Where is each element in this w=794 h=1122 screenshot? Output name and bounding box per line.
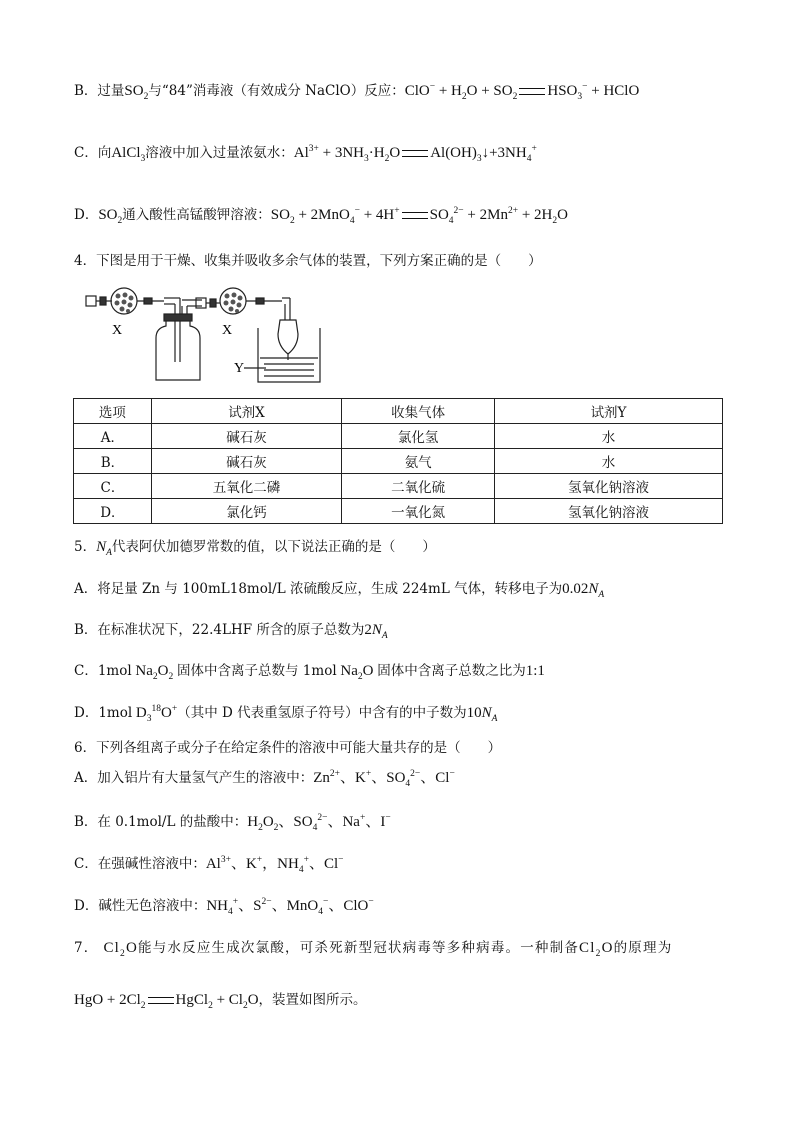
- q4-stem: 4．下图是用于干燥、收集并吸收多余气体的装置，下列方案正确的是（ ）: [74, 253, 542, 269]
- table-cell: 一氧化氮: [342, 499, 495, 524]
- q7-number: 7．: [74, 940, 99, 956]
- table-cell: 氢氧化钠溶液: [495, 474, 723, 499]
- table-header: 试剂Y: [495, 399, 723, 424]
- q3-optd-mid: 通入酸性高锰酸钾溶液：: [122, 207, 271, 223]
- q3-optb-prefix: B．过量: [74, 83, 125, 99]
- table-row: [74, 499, 723, 524]
- table-cell: 氯化氢: [342, 424, 495, 449]
- table-cell: 碱石灰: [151, 424, 341, 449]
- table-cell: 碱石灰: [151, 449, 341, 474]
- q5-optb-text: B．在标准状况下，22.4LHF 所含的原子总数为: [74, 622, 365, 638]
- table-cell: 氢氧化钠溶液: [495, 499, 723, 524]
- table-cell: 五氧化二磷: [151, 474, 341, 499]
- q7-line2-end: ，装置如图所示。: [258, 992, 367, 1008]
- table-header: 选项: [74, 399, 152, 424]
- q3-option-b: B．过量$SO_2$与“84”消毒液（有效成分 NaClO）反应：$ClO^- + H_2O + SO_2$ $HSO_3^-$ + HClO: [74, 82, 640, 102]
- q6-option-b: B．在 0.1mol/L 的盐酸中：$H_2O_2$、$SO_4^{2-}$、Na+、I−: [74, 813, 391, 833]
- q7-line1: 7． $Cl_2O$能与水反应生成次氯酸，可杀死新型冠状病毒等多种病毒。一种制备$Cl_2O$的原理为: [74, 940, 673, 959]
- table-cell: 氨气: [342, 449, 495, 474]
- label-x2: X: [222, 323, 233, 338]
- table-cell: 水: [495, 424, 723, 449]
- table-row: [74, 424, 723, 449]
- table-cell: 水: [495, 449, 723, 474]
- q6-optc-text: C．在强碱性溶液中：: [74, 856, 206, 872]
- q7-line2: HgO + $2Cl_2$ HgCl$_2$ + $Cl_2O$，装置如图所示。: [74, 992, 367, 1011]
- q6-optd-text: D．碱性无色溶液中：: [74, 898, 207, 914]
- gas-apparatus-figure: [84, 284, 324, 384]
- q3-option-c: C．向AlCl$_3$溶液中加入过量浓氨水：$Al^{3+} + 3NH_3\cdot H_2O$ $Al(OH)_3↓+3NH_4^+$: [74, 144, 537, 164]
- q5-stem-text: 代表阿伏加德罗常数的值，以下说法正确的是（ ）: [111, 539, 436, 555]
- q7-line1-end: 的原理为: [613, 940, 673, 956]
- table-cell: A．: [74, 424, 152, 449]
- table-cell: B．: [74, 449, 152, 474]
- table-header: 收集气体: [342, 399, 495, 424]
- q6-opta-text: A．加入铝片有大量氢气产生的溶液中：: [74, 770, 314, 786]
- q3-optc-prefix: C．向: [74, 145, 112, 161]
- q7-line1-text: 能与水反应生成次氯酸，可杀死新型冠状病毒等多种病毒。一种制备: [138, 940, 580, 956]
- q3-optb-mid: 与“84”消毒液（有效成分 NaClO）反应：: [148, 83, 405, 99]
- q5-optd-p2: （其中 D 代表重氢原子符号）中含有的中子数为: [177, 705, 467, 721]
- label-y: Y: [234, 361, 245, 376]
- q5-stem: 5．$N_A$代表阿伏加德罗常数的值，以下说法正确的是（ ）: [74, 539, 436, 558]
- q4-options-table: [73, 398, 723, 524]
- table-row: [74, 449, 723, 474]
- q3-option-d: D．$SO_2$通入酸性高锰酸钾溶液：$SO_2 + 2MnO_4^- + 4H^+$ $SO_4^{2-} + 2Mn^{2+} + 2H_2O$: [74, 206, 568, 226]
- table-cell: 二氧化硫: [342, 474, 495, 499]
- table-cell: D．: [74, 499, 152, 524]
- q5-opta-text: A．将足量 Zn 与 100mL18mol/L 浓硫酸反应，生成 224mL 气体，转移电子为: [74, 581, 563, 597]
- q5-option-a: A．将足量 Zn 与 100mL18mol/L 浓硫酸反应，生成 224mL 气体，转移电子为$0.02N_A$: [74, 581, 605, 600]
- q5-option-d: D．1mol $D_3^{18}O^+$（其中 D 代表重氢原子符号）中含有的中子数为$10N_A$: [74, 704, 498, 724]
- table-cell: C．: [74, 474, 152, 499]
- table-row: [74, 474, 723, 499]
- label-x1: X: [112, 323, 123, 338]
- q6-optb-text: B．在 0.1mol/L 的盐酸中：: [74, 814, 248, 830]
- q5-optd-p1: D．1mol: [74, 705, 133, 721]
- q3-optc-mid: 溶液中加入过量浓氨水：: [145, 145, 294, 161]
- q5-number: 5．: [74, 539, 97, 555]
- q5-optc-p1: C．1mol: [74, 663, 132, 679]
- q3-optd-prefix: D．: [74, 207, 99, 223]
- table-cell: 氯化钙: [151, 499, 341, 524]
- q6-option-a: A．加入铝片有大量氢气产生的溶液中：$Zn^{2+}$、K+、$SO_4^{2-}$、Cl−: [74, 769, 455, 789]
- q6-option-c: C．在强碱性溶液中：$Al^{3+}$、K+，$NH_4^+$、Cl−: [74, 855, 344, 875]
- q5-option-c: C．1mol $Na_2O_2$ 固体中含离子总数与 1mol $Na_2O$ 固体中含离子总数之比为1:1: [74, 663, 545, 682]
- q5-optc-p2: 固体中含离子总数与 1mol: [177, 663, 337, 679]
- table-header-row: [74, 399, 723, 424]
- q6-option-d: D．碱性无色溶液中：$NH_4^+$、$S^{2-}$、MnO$_4$−、ClO−: [74, 897, 374, 917]
- q6-stem: 6．下列各组离子或分子在给定条件的溶液中可能大量共存的是（ ）: [74, 740, 502, 756]
- q5-optc-p3: 固体中含离子总数之比为: [377, 663, 526, 679]
- table-header: 试剂X: [151, 399, 341, 424]
- q5-option-b: B．在标准状况下，22.4LHF 所含的原子总数为$2N_A$: [74, 622, 388, 641]
